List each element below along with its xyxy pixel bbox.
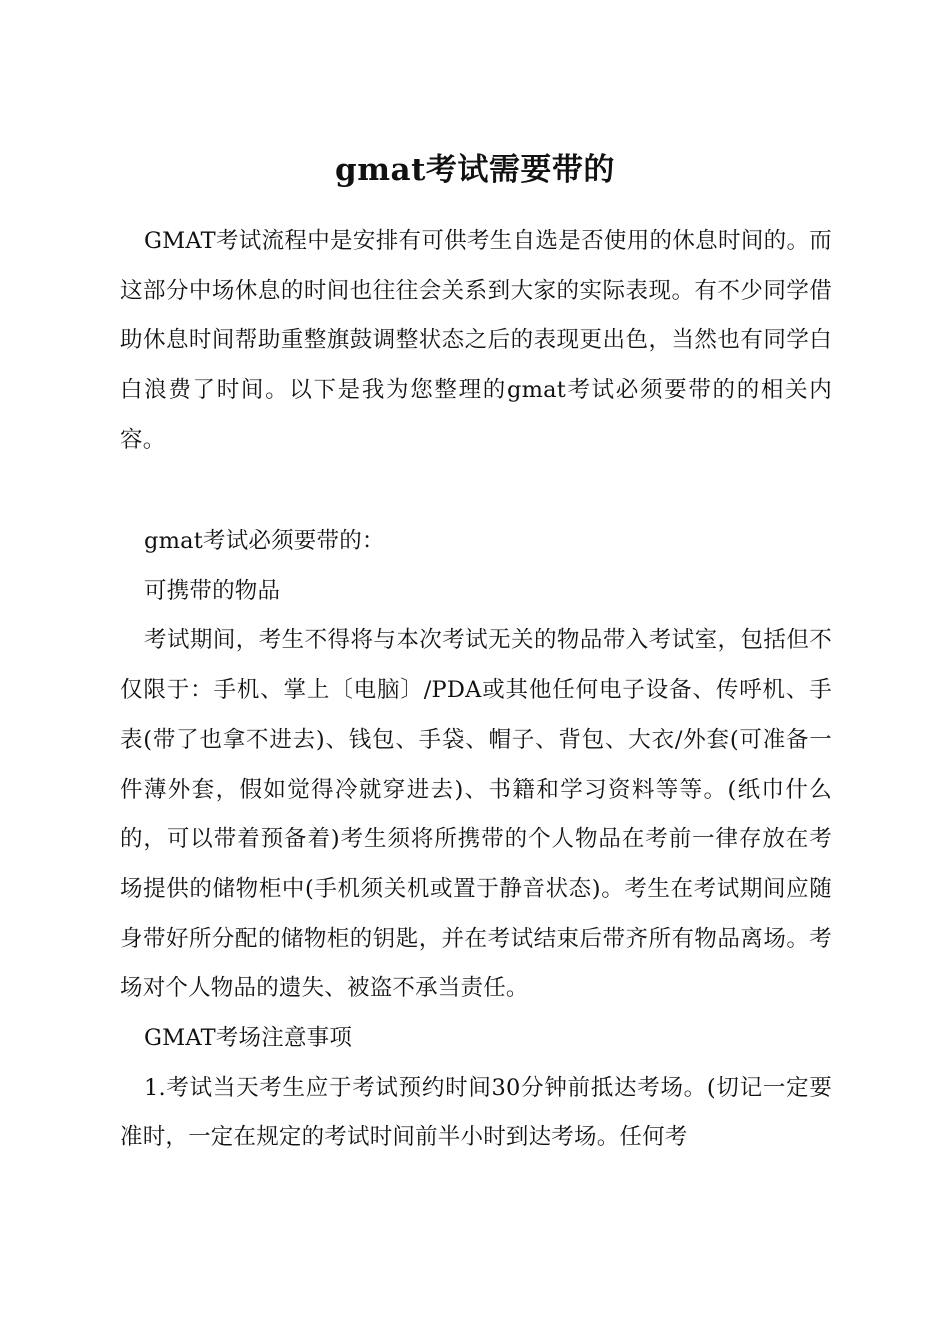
intro-paragraph: GMAT考试流程中是安排有可供考生自选是否使用的休息时间的。而这部分中场休息的时间也往往会关系到大家的实际表现。有不少同学借助休息时间帮助重整旗鼓调整状态之后的表现更出色，当然也有同学白白浪费了时间。以下是我为您整理的gmat考试必须要带的的相关内容。 [120, 228, 832, 453]
section-heading-notes: GMAT考场注意事项 [144, 1025, 353, 1052]
intro-section [120, 217, 832, 466]
subheading-carry-items: 可携带的物品 [144, 577, 281, 604]
carry-items-paragraph: 考试期间，考生不得将与本次考试无关的物品带入考试室，包括但不仅限于：手机、掌上〔电脑〕/PDA或其他任何电子设备、传呼机、手表(带了也拿不进去)、钱包、手袋、帽子、背包、大衣/外套(可准备一件薄外套，假如觉得冷就穿进去)、书籍和学习资料等等。(纸巾什么的，可以带着预备着)考生须将所携带的个人物品在考前一律存放在考场提供的储物柜中(手机须关机或置于静音状态)。考生在考试期间应随身带好所分配的储物柜的钥匙，并在考试结束后带齐所有物品离场。考场对个人物品的遗失、被盗不承当责任。 [120, 627, 832, 1002]
section-heading-must-bring: gmat考试必须要带的： [144, 528, 385, 554]
document-title: gmat考试需要带的 [335, 152, 615, 188]
note-item-1: 1.考试当天考生应于考试预约时间30分钟前抵达考场。(切记一定要准时，一定在规定的考试时间前半小时到达考场。任何考 [120, 1074, 832, 1151]
main-section [120, 517, 832, 1163]
